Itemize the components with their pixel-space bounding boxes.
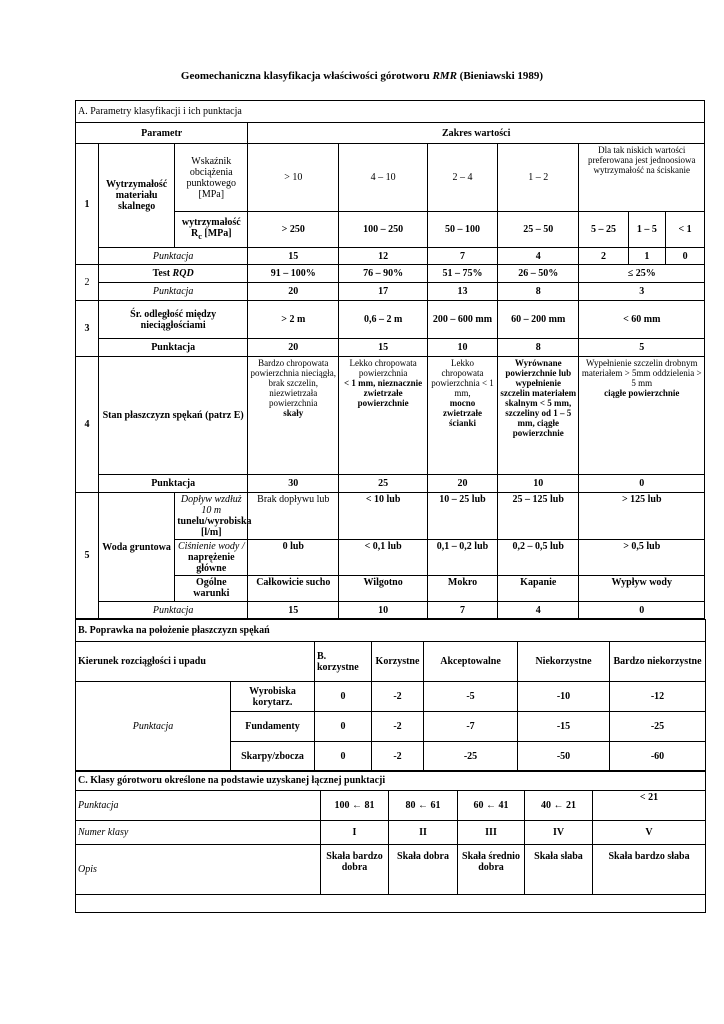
adj-row-3-val-4: -50: [518, 742, 610, 772]
section-a-heading: A. Parametry klasyfikacji i ich punktacja: [76, 101, 705, 123]
ucs-val-4: 25 – 50: [498, 212, 579, 248]
ucs-val-5: 5 – 25: [579, 212, 628, 248]
pressure-bold: naprężenie główne: [187, 552, 235, 574]
param-2-pts-1: 20: [248, 283, 339, 301]
param-3-name: Śr. odległość między nieciągłościami: [98, 301, 247, 339]
title-rmr: RMR: [432, 70, 457, 82]
pressure-val-2: < 0,1 lub: [339, 540, 428, 576]
param-3-number: 3: [76, 301, 99, 357]
class-desc-5: Skała bardzo słaba: [593, 845, 706, 895]
adj-row-2-val-2: -2: [372, 712, 424, 742]
class-pts-2: 80 ← 61: [389, 791, 458, 821]
inflow-label: [175, 493, 252, 540]
orient-col-1: B. korzystne: [315, 642, 372, 682]
param-4-pts-5: 0: [579, 475, 705, 493]
param-4-pts-3: 20: [428, 475, 498, 493]
param-4-pts-4: 10: [498, 475, 579, 493]
param-2-name: [98, 265, 247, 283]
param-1-pts-3: 7: [428, 248, 498, 265]
title-tail: (Bieniawski 1989): [459, 70, 544, 82]
section-c-points-label: Punktacja: [76, 791, 321, 821]
spacing-val-2: 0,6 – 2 m: [339, 301, 428, 339]
param-5-points-label: Punktacja: [98, 602, 247, 619]
pressure-val-1: 0 lub: [248, 540, 339, 576]
adj-row-3-label: Skarpy/zbocza: [231, 742, 315, 772]
class-num-3: III: [458, 821, 525, 845]
ucs-subscript: c: [198, 232, 202, 241]
class-pts-4: 40 ← 21: [525, 791, 593, 821]
ucs-val-1: > 250: [248, 212, 339, 248]
section-b-heading: B. Poprawka na położenie płaszczyzn spękań: [76, 620, 706, 642]
ucs-unit: [MPa]: [204, 228, 232, 239]
general-val-1: Całkowicie sucho: [248, 576, 339, 602]
adj-row-1-val-3: -5: [424, 682, 518, 712]
cond-1-text: Bardzo chropowata powierzchnia nieciągła, brak szczelin, niezwietrzała powierzchnia: [250, 358, 337, 408]
adj-row-2-label: Fundamenty: [231, 712, 315, 742]
cond-3-bold: mocno zwietrzałe ścianki: [443, 398, 482, 428]
class-pts-1: 100 ← 81: [321, 791, 389, 821]
param-5-number: 5: [76, 493, 99, 619]
inflow-val-1: Brak dopływu lub: [248, 493, 339, 540]
ucs-val-3: 50 – 100: [428, 212, 498, 248]
param-2-pts-5: 3: [579, 283, 705, 301]
spacing-val-3: 200 – 600 mm: [428, 301, 498, 339]
param-4-name: Stan płaszczyzn spękań (patrz E): [98, 357, 247, 475]
param-4-points-label: Punktacja: [98, 475, 247, 493]
orient-col-4: Niekorzystne: [518, 642, 610, 682]
param-1-pts-7: 0: [666, 248, 705, 265]
cond-1-bold: skały: [283, 408, 304, 418]
section-c-heading: C. Klasy górotworu określone na podstawie uzyskanej łącznej punktacji: [76, 771, 706, 791]
param-3-pts-5: 5: [579, 339, 705, 357]
adj-row-2-val-5: -25: [610, 712, 706, 742]
adj-row-1-val-4: -10: [518, 682, 610, 712]
adj-row-1-val-5: -12: [610, 682, 706, 712]
point-load-unit: [MPa]: [198, 188, 225, 200]
cond-4: Wyrównane powierzchnie lub wypełnienie szczelin materiałem skalnym < 5 mm, szczeliny od 1 – 5 mm, ciągłe powierzchnie: [498, 357, 579, 475]
param-5-pts-4: 4: [498, 602, 579, 619]
description-label: Opis: [76, 845, 321, 895]
cond-5-bold: ciągłe powierzchnie: [604, 388, 680, 398]
pressure-italic: Ciśnienie wody /: [177, 541, 245, 552]
param-1-points-label: Punktacja: [98, 248, 247, 265]
param-4-pts-1: 30: [248, 475, 339, 493]
cond-2: [339, 357, 428, 475]
param-1-pts-5: 2: [579, 248, 628, 265]
cond-5-text: Wypełnienie szczelin drobnym materiałem > 5mm oddzielenia > 5 mm: [581, 358, 702, 388]
rqd-val-5: ≤ 25%: [579, 265, 705, 283]
section-b-table: [75, 619, 706, 772]
class-num-5: V: [593, 821, 706, 845]
spacing-val-5: < 60 mm: [579, 301, 705, 339]
ucs-val-6: 1 – 5: [628, 212, 666, 248]
rqd-val-2: 76 – 90%: [339, 265, 428, 283]
general-val-2: Wilgotno: [339, 576, 428, 602]
param-2-pts-3: 13: [428, 283, 498, 301]
pt-val-3: 2 – 4: [428, 144, 498, 212]
general-val-5: Wypływ wody: [579, 576, 705, 602]
class-desc-1: Skała bardzo dobra: [321, 845, 389, 895]
inflow-italic: Dopływ wzdłuż 10 m: [180, 494, 242, 516]
param-2-name-a: Test: [152, 268, 171, 279]
direction-label: Kierunek rozciągłości i upadu: [76, 642, 315, 682]
adj-row-1-val-1: 0: [315, 682, 372, 712]
param-4-pts-2: 25: [339, 475, 428, 493]
title-main: Geomechaniczna klasyfikacja właściwości górotworu: [180, 70, 430, 82]
param-3-pts-3: 10: [428, 339, 498, 357]
adj-row-3-val-3: -25: [424, 742, 518, 772]
ucs-val-7: < 1: [666, 212, 705, 248]
low-value-note: Dla tak niskich wartości preferowana jest jednoosiowa wytrzymałość na ściskanie: [579, 144, 705, 212]
inflow-val-3: 10 – 25 lub: [428, 493, 498, 540]
class-num-4: IV: [525, 821, 593, 845]
param-2-pts-2: 17: [339, 283, 428, 301]
param-1-pts-2: 12: [339, 248, 428, 265]
class-pts-5: < 21: [593, 791, 706, 821]
pt-val-1: > 10: [248, 144, 339, 212]
param-1-number: 1: [76, 144, 99, 265]
spacing-val-4: 60 – 200 mm: [498, 301, 579, 339]
section-b-points-label: Punktacja: [76, 682, 231, 772]
inflow-val-4: 25 – 125 lub: [498, 493, 579, 540]
empty-footer-row: [76, 895, 706, 913]
rqd-val-4: 26 – 50%: [498, 265, 579, 283]
param-3-pts-2: 15: [339, 339, 428, 357]
ucs-text: wytrzymałość: [181, 217, 241, 228]
class-desc-2: Skała dobra: [389, 845, 458, 895]
rqd-val-3: 51 – 75%: [428, 265, 498, 283]
pt-val-2: 4 – 10: [339, 144, 428, 212]
adj-row-3-val-5: -60: [610, 742, 706, 772]
class-pts-3: 60 ← 41: [458, 791, 525, 821]
pt-val-4: 1 – 2: [498, 144, 579, 212]
param-2-name-b: RQD: [172, 268, 194, 279]
param-2-points-label: Punktacja: [98, 283, 247, 301]
document-title: [0, 70, 724, 82]
spacing-val-1: > 2 m: [248, 301, 339, 339]
param-1-pts-6: 1: [628, 248, 666, 265]
point-load-label: [175, 144, 248, 212]
section-c-table: [75, 770, 706, 913]
param-1-pts-4: 4: [498, 248, 579, 265]
point-load-text: Wskaźnik obciążenia punktowego: [186, 155, 236, 189]
orient-col-2: Korzystne: [372, 642, 424, 682]
orient-col-3: Akceptowalne: [424, 642, 518, 682]
adj-row-2-val-4: -15: [518, 712, 610, 742]
pressure-val-5: > 0,5 lub: [579, 540, 705, 576]
inflow-bold: tunelu/wyrobiska [l/m]: [177, 516, 252, 538]
adj-row-1-label: Wyrobiska korytarz.: [231, 682, 315, 712]
general-val-4: Kapanie: [498, 576, 579, 602]
param-3-points-label: Punktacja: [98, 339, 247, 357]
class-desc-3: Skała średnio dobra: [458, 845, 525, 895]
param-5-pts-2: 10: [339, 602, 428, 619]
general-val-3: Mokro: [428, 576, 498, 602]
pressure-label: [175, 540, 248, 576]
param-5-pts-3: 7: [428, 602, 498, 619]
class-number-label: Numer klasy: [76, 821, 321, 845]
param-2-number: 2: [76, 265, 99, 301]
orient-col-5: Bardzo niekorzystne: [610, 642, 706, 682]
adj-row-3-val-2: -2: [372, 742, 424, 772]
cond-5: [579, 357, 705, 475]
class-num-1: I: [321, 821, 389, 845]
pressure-val-3: 0,1 – 0,2 lub: [428, 540, 498, 576]
param-2-pts-4: 8: [498, 283, 579, 301]
param-4-number: 4: [76, 357, 99, 493]
ucs-symbol: R: [190, 228, 199, 239]
cond-2-text: Lekko chropowata powierzchnia: [349, 358, 417, 378]
cond-3-text: Lekko chropowata powierzchnia < 1 mm,: [431, 358, 494, 398]
adj-row-2-val-3: -7: [424, 712, 518, 742]
rqd-val-1: 91 – 100%: [248, 265, 339, 283]
param-5-name: Woda gruntowa: [98, 493, 174, 602]
inflow-val-2: < 10 lub: [339, 493, 428, 540]
inflow-val-5: > 125 lub: [579, 493, 705, 540]
param-5-pts-5: 0: [579, 602, 705, 619]
ucs-label: [175, 212, 248, 248]
class-desc-4: Skała słaba: [525, 845, 593, 895]
class-num-2: II: [389, 821, 458, 845]
col-zakres: Zakres wartości: [248, 123, 705, 144]
section-a-table: [75, 100, 705, 619]
adj-row-2-val-1: 0: [315, 712, 372, 742]
param-3-pts-4: 8: [498, 339, 579, 357]
adj-row-1-val-2: -2: [372, 682, 424, 712]
general-cond-label: Ogólne warunki: [175, 576, 248, 602]
cond-1: [248, 357, 339, 475]
param-1-name: Wytrzymałość materiału skalnego: [98, 144, 174, 248]
adj-row-3-val-1: 0: [315, 742, 372, 772]
param-3-pts-1: 20: [248, 339, 339, 357]
param-1-pts-1: 15: [248, 248, 339, 265]
pressure-val-4: 0,2 – 0,5 lub: [498, 540, 579, 576]
param-5-pts-1: 15: [248, 602, 339, 619]
col-parametr: Parametr: [76, 123, 248, 144]
cond-3: [428, 357, 498, 475]
ucs-val-2: 100 – 250: [339, 212, 428, 248]
cond-2-bold: < 1 mm, nieznacznie zwietrzałe powierzchnie: [344, 378, 423, 408]
